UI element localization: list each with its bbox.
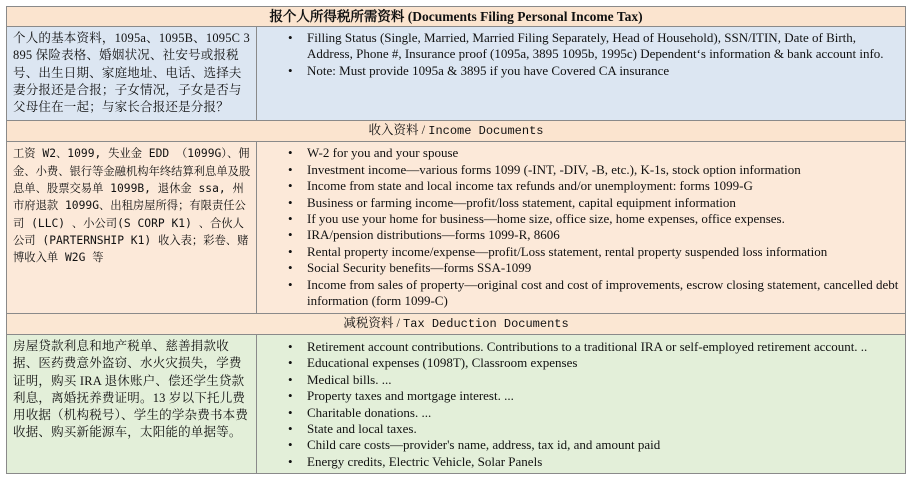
income-header-en: Income Documents	[428, 124, 544, 139]
list-item: • Educational expenses (1098T), Classroom expenses	[257, 355, 899, 371]
personal-info-list-cell	[257, 27, 906, 121]
deduction-header-en: Tax Deduction Documents	[403, 316, 569, 331]
table-title: 报个人所得税所需资料 (Documents Filing Personal Income Tax)	[7, 7, 906, 27]
list-item: • Energy credits, Electric Vehicle, Solar Panels	[257, 454, 899, 470]
income-list	[257, 144, 899, 309]
income-header-cn: 收入资料 /	[368, 123, 429, 138]
list-item: • Medical bills. ...	[257, 372, 899, 388]
list-item: • IRA/pension distributions—forms 1099-R, 8606	[257, 227, 899, 243]
list-item: • Investment income—various forms 1099 (-INT, -DIV, -B, etc.), K-1s, stock option information	[257, 162, 899, 178]
list-item: • Rental property income/expense—profit/Loss statement, rental property suspended loss information	[257, 244, 899, 260]
list-item: • If you use your home for business—home size, office size, home expenses, office expenses.	[257, 211, 899, 227]
deduction-info-chinese: 房屋贷款利息和地产税单、慈善捐款收据、医药费意外盗窃、水火灾损失，学费证明，购买 IRA 退休账户、偿还学生贷款利息，离婚抚养费证明。13 岁以下托儿费用收据（机构税号）、学生的学杂费书本费收据、购买新能源车，太阳能的单据等。	[7, 334, 257, 473]
list-item: • W-2 for you and your spouse	[257, 145, 899, 161]
deduction-list	[257, 337, 899, 470]
deduction-list-cell	[257, 334, 906, 473]
list-item: • Business or farming income—profit/loss statement, capital equipment information	[257, 195, 899, 211]
list-item: • Income from sales of property—original cost and cost of improvements, escrow closing statement, cancelled debt information (form 1099-C)	[257, 277, 899, 310]
income-info-chinese: 工资 W2、1099, 失业金 EDD （1099G）、佣金、小费、银行等金融机构年终结算利息单及股息单、股票交易单 1099B, 退休金 ssa, 州市府退款 1099G、出租房屋所得；有限责任公司 (LLC) 、小公司(S CORP K1) 、合伙人公司 (PARTERNSHIP K1) 收入表；彩卷、赌博收入单 W2G 等	[7, 142, 257, 314]
deduction-header-cn: 减税资料 /	[343, 315, 404, 330]
income-list-cell	[257, 142, 906, 314]
list-item: • Social Security benefits—forms SSA-1099	[257, 260, 899, 276]
deduction-section-header	[7, 313, 906, 334]
list-item: • Income from state and local income tax refunds and/or unemployment: forms 1099-G	[257, 178, 899, 194]
personal-info-list	[257, 29, 899, 79]
personal-info-chinese: 个人的基本资料，1095a、1095B、1095C 3895 保险表格、婚姻状况、社安号或报税号、出生日期、家庭地址、电话、选择夫妻分报还是合报；子女情况，子女是否与父母住在一起；与家长合报还是分报？	[7, 27, 257, 121]
list-item: • Charitable donations. ...	[257, 405, 899, 421]
list-item: • Note: Must provide 1095a & 3895 if you have Covered CA insurance	[257, 63, 899, 79]
list-item: • Retirement account contributions. Contributions to a traditional IRA or self-employed retirement account. ..	[257, 339, 899, 355]
list-item: • Filling Status (Single, Married, Married Filing Separately, Head of Household), SSN/ITIN, Date of Birth, Address, Phone #, Insurance proof (1095a, 3895 1095b, 1995c) Dependent‘s information & bank account info.	[257, 30, 899, 63]
income-section-header	[7, 121, 906, 142]
list-item: • Property taxes and mortgage interest. ...	[257, 388, 899, 404]
list-item: • Child care costs—provider's name, address, tax id, and amount paid	[257, 437, 899, 453]
list-item: • State and local taxes.	[257, 421, 899, 437]
tax-documents-table	[6, 6, 906, 474]
